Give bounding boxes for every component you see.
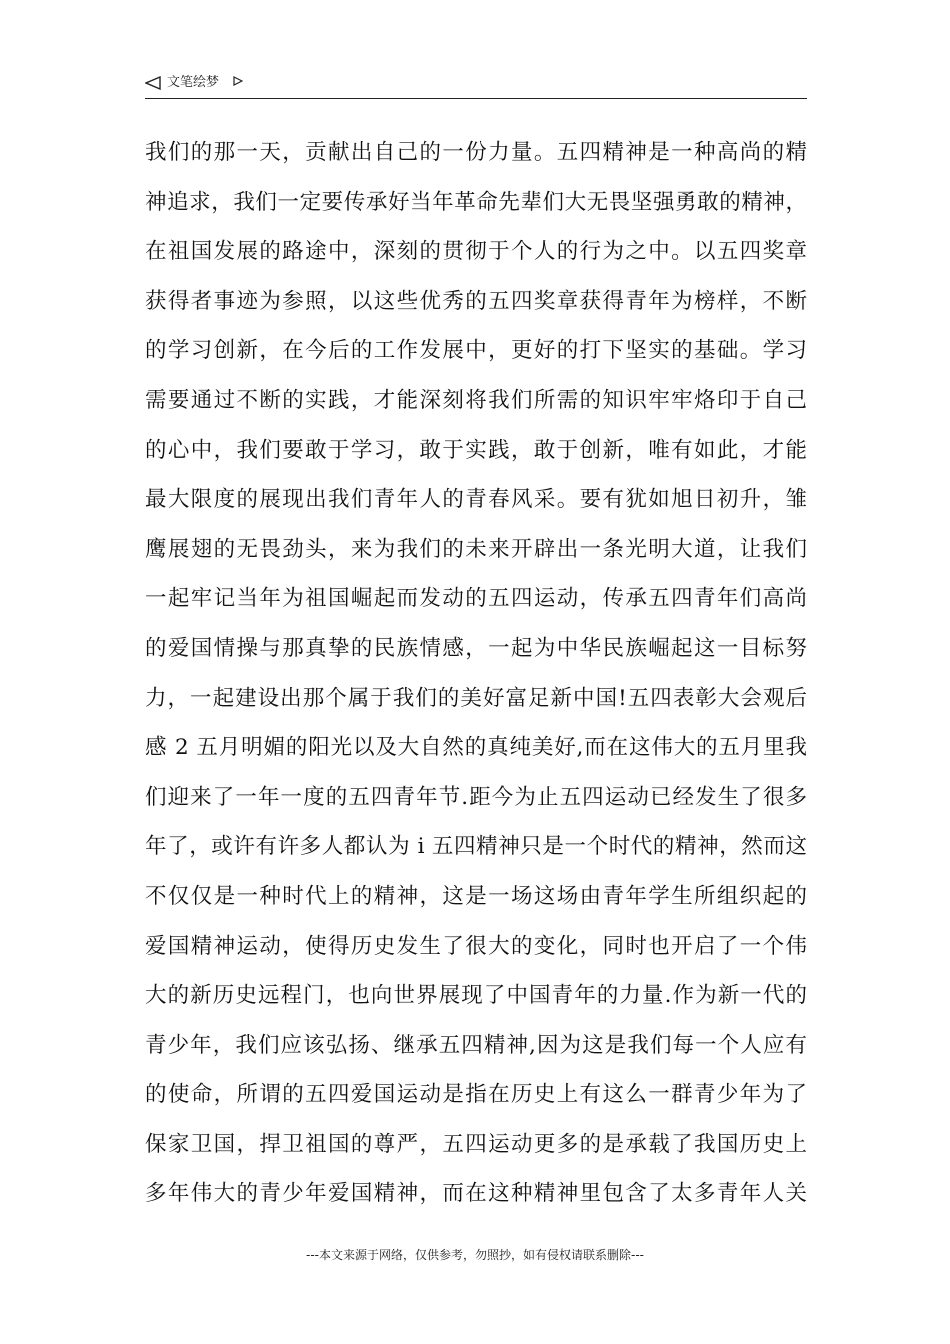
text-line: 的学习创新，在今后的工作发展中，更好的打下坚实的基础。学习: [145, 338, 807, 364]
text-line: 爱国精神运动，使得历史发生了很大的变化，同时也开启了一个伟: [145, 933, 807, 959]
header-brand: 文笔绘梦: [167, 75, 220, 90]
text-line: 感 2 五月明媚的阳光以及大自然的真纯美好,而在这伟大的五月里我: [145, 735, 807, 761]
text-line: 青少年，我们应该弘扬、继承五四精神,因为这是我们每一个人应有: [145, 1032, 807, 1058]
text-line: 在祖国发展的路途中，深刻的贯彻于个人的行为之中。以五四奖章: [145, 239, 807, 265]
text-line: 年了，或许有许多人都认为 i 五四精神只是一个时代的精神，然而这: [145, 834, 807, 860]
text-line: 我们的那一天，贡献出自己的一份力量。五四精神是一种高尚的精: [145, 140, 807, 165]
text-line: 获得者事迹为参照，以这些优秀的五四奖章获得青年为榜样，不断: [145, 288, 807, 314]
text-line: 的使命，所谓的五四爱国运动是指在历史上有这么一群青少年为了: [145, 1082, 807, 1108]
text-line: 不仅仅是一种时代上的精神，这是一场这场由青年学生所组织起的: [145, 883, 807, 909]
text-line: 大的新历史远程门，也向世界展现了中国青年的力量.作为新一代的: [145, 983, 807, 1009]
text-line: 一起牢记当年为祖国崛起而发动的五四运动，传承五四青年们高尚: [145, 586, 807, 612]
right-triangle-icon: [233, 76, 243, 86]
text-line: 力，一起建设出那个属于我们的美好富足新中国!五四表彰大会观后: [145, 685, 807, 711]
left-triangle-icon: [145, 76, 161, 90]
text-line: 多年伟大的青少年爱国精神，而在这种精神里包含了太多青年人关: [145, 1181, 807, 1207]
text-line: 最大限度的展现出我们青年人的青春风采。要有犹如旭日初升，雏: [145, 487, 807, 513]
text-line: 的心中，我们要敢于学习，敢于实践，敢于创新，唯有如此，才能: [145, 437, 807, 463]
page-footer-disclaimer: ---本文来源于网络，仅供参考，勿照抄，如有侵权请联系删除---: [306, 1248, 644, 1262]
text-line: 的爱国情操与那真挚的民族情感，一起为中华民族崛起这一目标努: [145, 635, 807, 661]
text-line: 们迎来了一年一度的五四青年节.距今为止五四运动已经发生了很多: [145, 784, 807, 810]
text-line: 神追求，我们一定要传承好当年革命先辈们大无畏坚强勇敢的精神，: [145, 189, 807, 215]
text-line: 保家卫国，捍卫祖国的尊严，五四运动更多的是承载了我国历史上: [145, 1131, 807, 1157]
page-header: [145, 72, 807, 99]
text-line: 需要通过不断的实践，才能深刻将我们所需的知识牢牢烙印于自己: [145, 387, 807, 413]
document-body: [145, 128, 807, 1219]
text-line: 鹰展翅的无畏劲头，来为我们的未来开辟出一条光明大道，让我们: [145, 536, 807, 562]
